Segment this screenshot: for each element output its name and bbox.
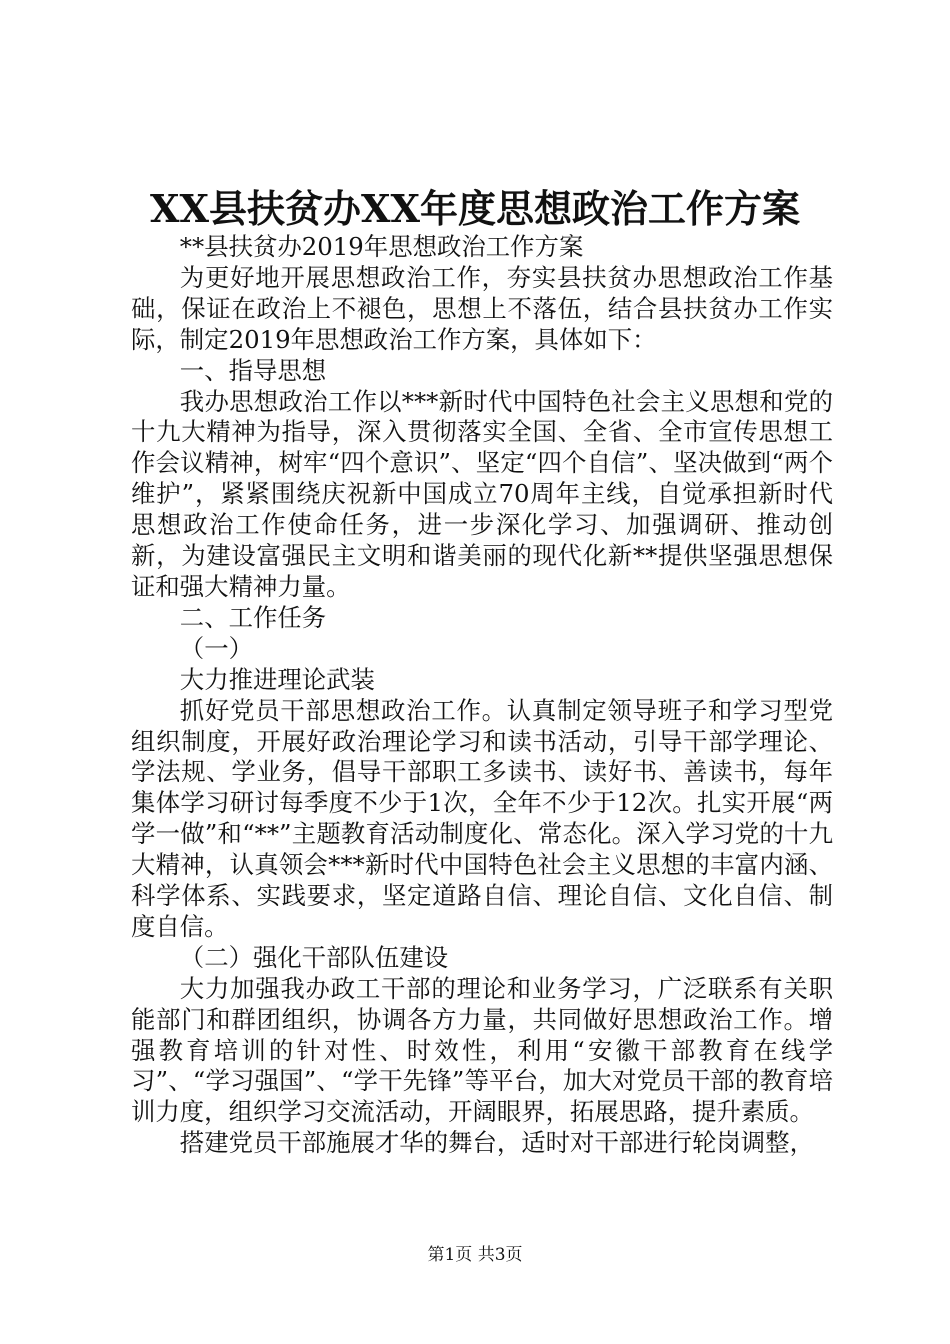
paragraph-subtitle: **县扶贫办2019年思想政治工作方案 xyxy=(179,232,584,261)
subheading-theory: 大力推进理论武装 xyxy=(179,664,375,694)
paragraph-cadre: 大力加强我办政工干部的理论和业务学习，广泛联系有关职能部门和群团组织，协调各方力量，共同做好思想政治工作。增强教育培训的针对性、时效性，利用“安徽干部教育在线学习”、“学习强国”、“学干先锋”等平台，加大对党员干部的教育培训力度，组织学习交流活动，开阔眼界，拓展思路，提升素质。 xyxy=(131,973,833,1127)
page-footer: 第1页 共3页 xyxy=(427,1245,523,1265)
paragraph-guiding-thought: 我办思想政治工作以***新时代中国特色社会主义思想和党的十九大精神为指导，深入贯彻落实全国、全省、全市宣传思想工作会议精神，树牢“四个意识”、坚定“四个自信”、坚决做到“两个维护”，紧紧围绕庆祝新中国成立70周年主线，自觉承担新时代思想政治工作使命任务，进一步深化学习、加强调研、推动创新，为建设富强民主文明和谐美丽的现代化新**提供坚强思想保证和强大精神力量。 xyxy=(131,386,833,601)
document-body xyxy=(131,232,833,1159)
subheading-one: （一） xyxy=(179,633,253,663)
heading-guiding-thought: 一、指导思想 xyxy=(179,355,327,385)
document-title: XX县扶贫办XX年度思想政治工作方案 xyxy=(150,186,800,231)
paragraph-theory: 抓好党员干部思想政治工作。认真制定领导班子和学习型党组织制度，开展好政治理论学习和读书活动，引导干部学理论、学法规、学业务，倡导干部职工多读书、读好书、善读书，每年集体学习研讨每季度不少于1次，全年不少于12次。扎实开展“两学一做”和“**”主题教育活动制度化、常态化。深入学习党的十九大精神，认真领会***新时代中国特色社会主义思想的丰富内涵、科学体系、实践要求，坚定道路自信、理论自信、文化自信、制度自信。 xyxy=(131,695,833,941)
heading-work-tasks: 二、工作任务 xyxy=(179,602,327,632)
paragraph-platform: 搭建党员干部施展才华的舞台，适时对干部进行轮岗调整， xyxy=(179,1128,814,1158)
paragraph-intro: 为更好地开展思想政治工作，夯实县扶贫办思想政治工作基础，保证在政治上不褪色，思想上不落伍，结合县扶贫办工作实际，制定2019年思想政治工作方案，具体如下： xyxy=(131,262,833,354)
subheading-cadre: （二）强化干部队伍建设 xyxy=(179,942,449,972)
